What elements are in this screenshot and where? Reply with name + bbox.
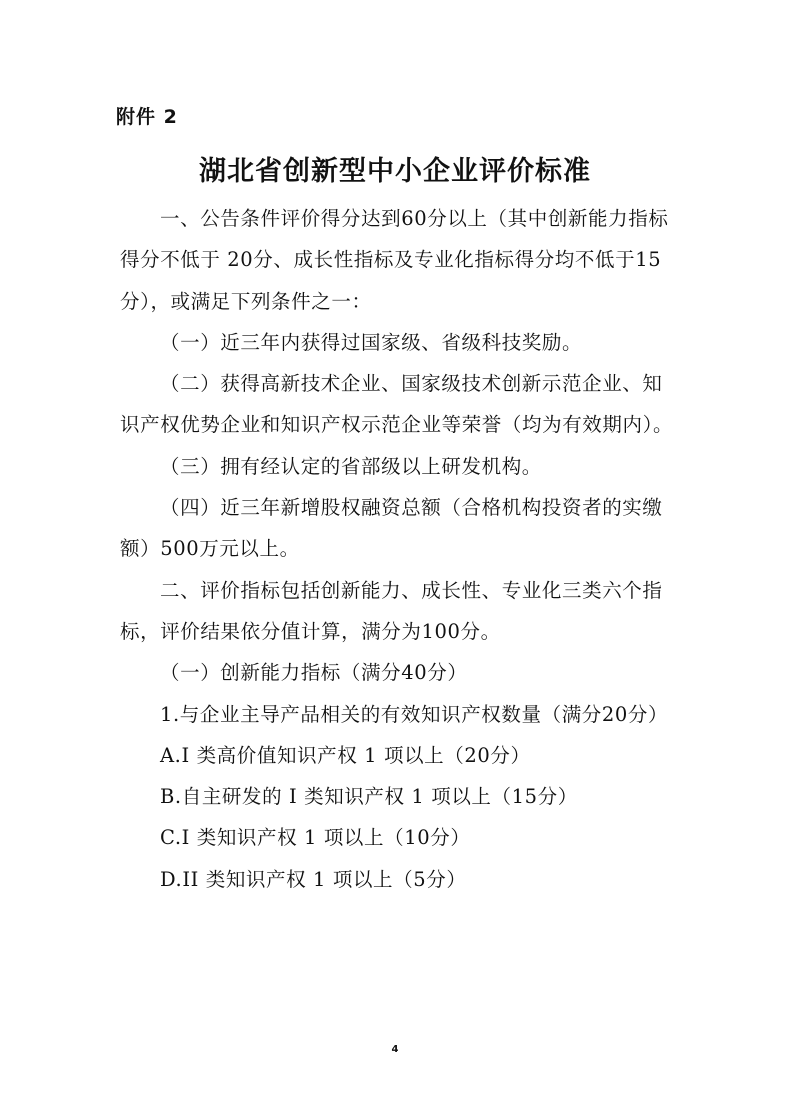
paragraph-evaluation-indicators: 二、评价指标包括创新能力、成长性、专业化三类六个指标，评价结果依分值计算，满分为100分。	[120, 578, 663, 643]
section-heading-innovation: （一）创新能力指标（满分40分）	[160, 661, 468, 685]
option-c: C.I 类知识产权 1 项以上（10分）	[160, 826, 471, 850]
document-title: 湖北省创新型中小企业评价标准	[199, 156, 591, 187]
attachment-label: 附件 2	[116, 106, 178, 128]
indicator-ip-count: 1.与企业主导产品相关的有效知识产权数量（满分20分）	[160, 702, 669, 726]
document-body	[120, 198, 680, 900]
option-d: D.II 类知识产权 1 项以上（5分）	[160, 867, 467, 891]
paragraph-condition-4: （四）近三年新增股权融资总额（合格机构投资者的实缴额）500万元以上。	[120, 496, 663, 561]
paragraph-condition-2: （二）获得高新技术企业、国家级技术创新示范企业、知识产权优势企业和知识产权示范企业等荣誉（均为有效期内）。	[120, 372, 674, 437]
page-number: 4	[391, 1044, 399, 1055]
paragraph-announcement-conditions: 一、公告条件评价得分达到60分以上（其中创新能力指标得分不低于 20分、成长性指标及专业化指标得分均不低于15分），或满足下列条件之一：	[120, 207, 669, 313]
paragraph-condition-3: （三）拥有经认定的省部级以上研发机构。	[160, 454, 542, 478]
paragraph-condition-1: （一）近三年内获得过国家级、省级科技奖励。	[160, 330, 583, 354]
option-b: B.自主研发的 I 类知识产权 1 项以上（15分）	[160, 785, 578, 809]
option-a: A.I 类高价值知识产权 1 项以上（20分）	[160, 743, 531, 767]
